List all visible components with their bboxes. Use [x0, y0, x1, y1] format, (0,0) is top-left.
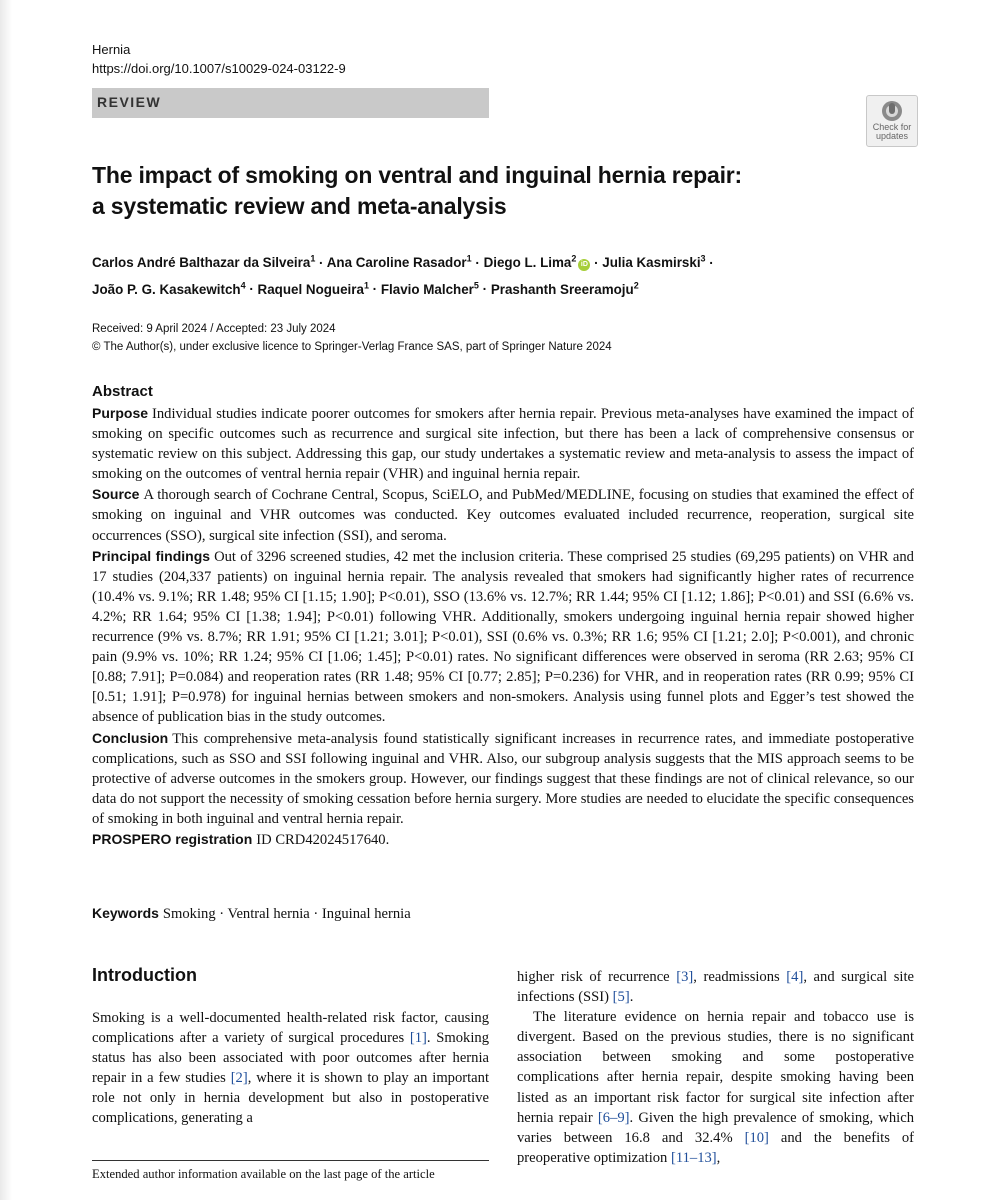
intro-text: , readmissions: [693, 969, 787, 985]
badge-line-1: Check for: [872, 122, 912, 132]
author-separator: ·: [478, 281, 491, 297]
introduction-heading: Introduction: [92, 965, 197, 985]
journal-header: [92, 40, 346, 78]
introduction-left-column: [92, 1008, 489, 1129]
citation-link[interactable]: [4]: [786, 969, 804, 985]
intro-paragraph-1: [92, 1008, 489, 1129]
title-line-2: a systematic review and meta-analysis: [92, 193, 507, 219]
intro-text: ,: [716, 1149, 721, 1166]
citation-link[interactable]: [10]: [744, 1129, 769, 1146]
citation-link[interactable]: [1]: [409, 1030, 427, 1047]
author-name: Diego L. Lima: [483, 255, 572, 271]
intro-text: , and surgical site infections (SSI): [517, 969, 914, 1006]
author-entry[interactable]: [92, 255, 315, 270]
abstract-section-text: A thorough search of Cochrane Central, Scopus, SciELO, and PubMed/MEDLINE, focusing on studies that examined the effect of smoking on inguinal and VHR outcomes was conducted. Key outcomes evaluated included recurrence, reoperation, surgical site occurrences (SSO), surgical site infection (SSI), and seroma.: [92, 487, 914, 544]
author-affiliation: 2: [633, 280, 639, 291]
abstract-section-label: Principal findings: [92, 547, 211, 564]
author-entry[interactable]: [258, 282, 369, 297]
citation-link[interactable]: [3]: [676, 969, 694, 985]
author-name: Flavio Malcher: [380, 281, 474, 297]
article-title: [92, 160, 892, 222]
author-separator: ·: [705, 255, 714, 271]
abstract-source: [92, 484, 914, 545]
author-affiliation: 5: [473, 280, 479, 291]
abstract-section-text: This comprehensive meta-analysis found statistically significant increases in recurrence rates, and immediate postoperative complications, such as SSO and SSI following inguinal and VHR. Also, our subgroup analysis suggests that the MIS approach seems to be protective of adverse outcomes in the smokers group. However, our findings suggest that these findings are not of clinical relevance, so our data do not support the necessity of smoking cessation before hernia surgery. More studies are needed to elucidate the specific consequences of smoking in both inguinal and ventral hernia repair.: [92, 730, 914, 827]
intro-text: and the benefits of preoperative optimization: [517, 1129, 914, 1166]
introduction-right-column: [517, 967, 914, 1168]
abstract-heading: Abstract: [92, 383, 153, 400]
author-entry[interactable]: [491, 282, 639, 297]
intro-text: .: [629, 989, 634, 1006]
copyright-notice: © The Author(s), under exclusive licence to Springer-Verlag France SAS, part of Springer Nature 2024: [92, 341, 612, 353]
article-type-label: REVIEW: [97, 94, 162, 110]
author-entry[interactable]: [484, 255, 591, 270]
author-name: Raquel Nogueira: [257, 281, 364, 297]
keywords: [92, 905, 411, 923]
author-name: João P. G. Kasakewitch: [92, 281, 241, 297]
author-entry[interactable]: [327, 255, 472, 270]
check-for-updates-badge[interactable]: [866, 95, 918, 147]
author-separator: ·: [368, 281, 381, 297]
title-line-1: The impact of smoking on ventral and inguinal hernia repair:: [92, 162, 742, 188]
abstract-body: [92, 403, 914, 850]
intro-paragraph-1-continued: [517, 967, 914, 1007]
journal-doi[interactable]: https://doi.org/10.1007/s10029-024-03122-9: [92, 61, 346, 76]
abstract-section-text: ID CRD42024517640.: [256, 831, 390, 848]
intro-text: The literature evidence on hernia repair and tobacco use is divergent. Based on the previous studies, there is no significant association between smoking and some postoperative complications after hernia repair, despite smoking having been listed as an important risk factor for surgical site infection after hernia repair: [517, 1009, 914, 1126]
author-affiliation: 3: [700, 254, 706, 264]
page-edge-shadow: [0, 0, 12, 1200]
author-separator: ·: [245, 281, 258, 297]
intro-text: , where it is shown to play an important role not only in hernia development but also in postoperative complications, generating a: [92, 1070, 490, 1127]
received-accepted: Received: 9 April 2024 / Accepted: 23 July 2024: [92, 323, 336, 335]
journal-name: Hernia: [92, 42, 131, 57]
abstract-section-text: Out of 3296 screened studies, 42 met the inclusion criteria. These comprised 25 studies (69,295 patients) on VHR and 17 studies (204,337 patients) on inguinal hernia repair. The analysis revealed that smokers had significantly higher rates of recurrence (10.4% vs. 9.1%; RR 1.48; 95% CI [1.15; 1.90]; P<0.01), SSO (13.6% vs. 12.7%; RR 1.44; 95% CI [1.12; 1.86]; P<0.01) and SSI (6.6% vs. 4.2%; RR 1.64; 95% CI [1.38; 1.94]; P<0.01) following VHR. Additionally, smokers undergoing inguinal hernia repair showed higher recurrence (9% vs. 8.7%; RR 1.91; 95% CI [1.21; 3.01]; P<0.01), SSI (0.6% vs. 0.3%; RR 1.6; 95% CI [1.21; 2.0]; P<0.001), and chronic pain (9.9% vs. 10%; RR 1.24; 95% CI [1.06; 1.45]; P<0.01) rates. No significant differences were observed in seroma (RR 2.63; 95% CI [0.88; 7.91]; P=0.084) and reoperation rates (RR 1.48; 95% CI [0.77; 2.85]; P=0.236) for VHR, and in reoperation rates (RR 0.99; 95% CI [0.51; 1.91]; P=0.978) for inguinal hernias between smokers and non-smokers. Analysis using funnel plots and Egger’s test showed the absence of publication bias in the study outcomes.: [92, 548, 914, 726]
abstract-prospero: [92, 829, 914, 850]
article-dates: [92, 320, 612, 356]
author-entry[interactable]: [92, 282, 246, 297]
keywords-label: Keywords: [92, 905, 159, 921]
author-entry[interactable]: [602, 255, 705, 270]
abstract-purpose: [92, 403, 914, 484]
author-list: [92, 248, 912, 301]
author-entry[interactable]: [381, 282, 479, 297]
intro-text: . Smoking status has also been associated with poor outcomes after hernia repair in a few studies: [92, 1030, 489, 1087]
abstract-section-label: PROSPERO registration: [92, 830, 253, 847]
article-type-bar: [92, 88, 489, 118]
author-affiliation: 1: [363, 280, 369, 291]
abstract-section-label: Conclusion: [92, 729, 169, 746]
author-name: Ana Caroline Rasador: [326, 255, 467, 271]
abstract-section-label: Source: [92, 486, 140, 503]
author-separator: ·: [315, 255, 327, 271]
abstract-principal-findings: [92, 546, 914, 728]
check-for-updates-icon: [881, 100, 903, 122]
author-name: Carlos André Balthazar da Silveira: [92, 255, 311, 271]
intro-text: Smoking is a well-documented health-related risk factor, causing complications after a variety of surgical procedures: [92, 1010, 489, 1047]
author-affiliation: 1: [310, 254, 316, 264]
citation-link[interactable]: [11–13]: [671, 1149, 717, 1166]
author-name: Prashanth Sreeramoju: [490, 281, 634, 297]
author-name: Julia Kasmirski: [602, 255, 701, 271]
author-separator: ·: [590, 255, 603, 271]
abstract-section-text: Individual studies indicate poorer outcomes for smokers after hernia repair. Previous meta-analyses have examined the impact of smoking on specific outcomes such as recurrence and surgical site infection, but there has been a lack of comprehensive consensus or systematic review on this subject. Addressing this gap, our study undertakes a systematic review and meta-analysis to assess the impact of smoking on the outcomes of ventral hernia repair (VHR) and inguinal hernia repair.: [92, 406, 914, 483]
author-affiliation: 4: [240, 280, 246, 291]
abstract-section-label: Purpose: [92, 405, 149, 421]
author-affiliation: 2: [571, 254, 577, 264]
intro-text: higher risk of recurrence: [517, 969, 677, 985]
footnote-rule: [92, 1160, 489, 1161]
intro-text: . Given the high prevalence of smoking, which varies between 16.8 and 32.4%: [517, 1109, 914, 1146]
orcid-icon[interactable]: iD: [578, 259, 590, 271]
author-affiliation: 1: [466, 254, 472, 264]
citation-link[interactable]: [5]: [612, 989, 630, 1006]
author-separator: ·: [471, 255, 484, 271]
citation-link[interactable]: [2]: [230, 1070, 248, 1087]
abstract-conclusion: [92, 728, 914, 829]
footnote: Extended author information available on the last page of the article: [92, 1167, 435, 1181]
intro-paragraph-2: [517, 1007, 914, 1168]
citation-link[interactable]: [6–9]: [597, 1109, 630, 1126]
keywords-text: Smoking · Ventral hernia · Inguinal hernia: [162, 906, 411, 922]
badge-line-2: updates: [875, 131, 909, 141]
